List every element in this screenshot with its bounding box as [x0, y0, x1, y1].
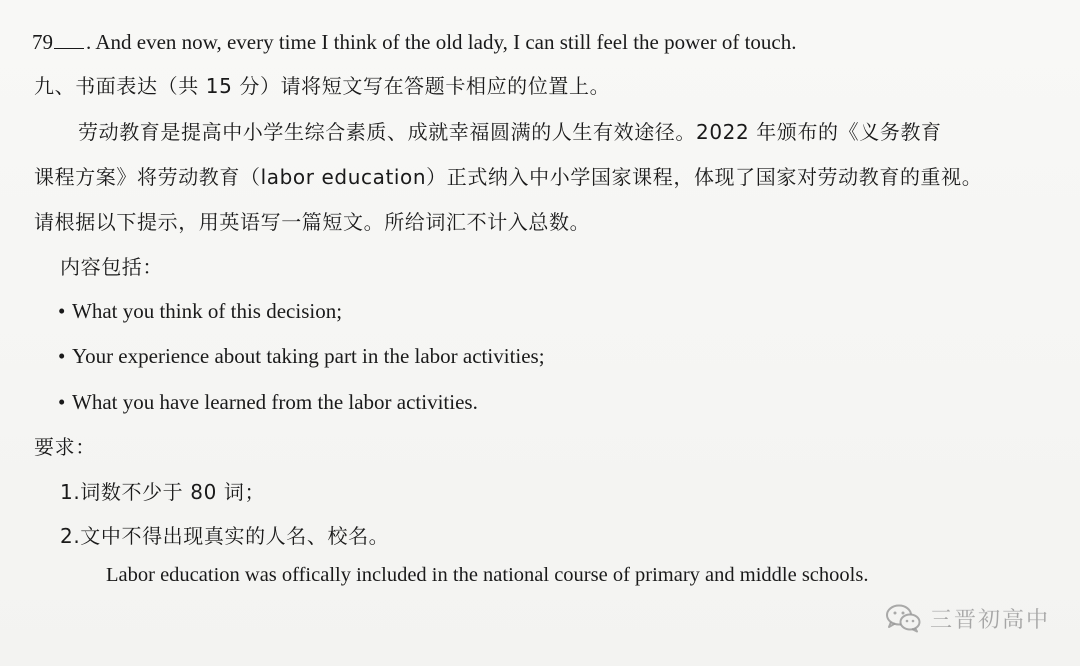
question-79 [32, 28, 797, 56]
section-heading: 九、书面表达（共 15 分）请将短文写在答题卡相应的位置上。 [34, 74, 611, 98]
bullet-icon: • [58, 344, 66, 368]
bullet-item [58, 388, 478, 416]
paragraph-line-2: 课程方案》将劳动教育（labor education）正式纳入中小学国家课程，体现了国家对劳动教育的重视。 [34, 165, 983, 189]
question-number: 79 [32, 30, 53, 54]
content-heading: 内容包括： [60, 255, 163, 279]
answer-blank[interactable] [54, 30, 84, 49]
question-79-text: . And even now, every time I think of the old lady, I can still feel the power of touch. [86, 30, 797, 54]
bullet-text: What you have learned from the labor activities. [72, 390, 478, 414]
requirement-1: 1.词数不少于 80 词； [60, 480, 266, 504]
requirements-heading: 要求： [34, 435, 96, 459]
answer-first-sentence: Labor education was offically included in the national course of primary and middle schools. [106, 564, 869, 586]
requirement-2: 2.文中不得出现真实的人名、校名。 [60, 524, 390, 548]
watermark [884, 600, 1050, 636]
bullet-icon: • [58, 390, 66, 414]
paragraph-line-1: 劳动教育是提高中小学生综合素质、成就幸福圆满的人生有效途径。2022 年颁布的《义务教育 [78, 120, 942, 144]
bullet-icon: • [58, 299, 66, 323]
bullet-text: What you think of this decision; [72, 299, 343, 323]
watermark-text: 三晋初高中 [929, 607, 1050, 633]
bullet-item [58, 297, 342, 325]
paragraph-line-3: 请根据以下提示，用英语写一篇短文。所给词汇不计入总数。 [34, 210, 591, 234]
bullet-item [58, 342, 545, 370]
bullet-text: Your experience about taking part in the labor activities; [72, 344, 545, 368]
wechat-icon [884, 603, 922, 633]
